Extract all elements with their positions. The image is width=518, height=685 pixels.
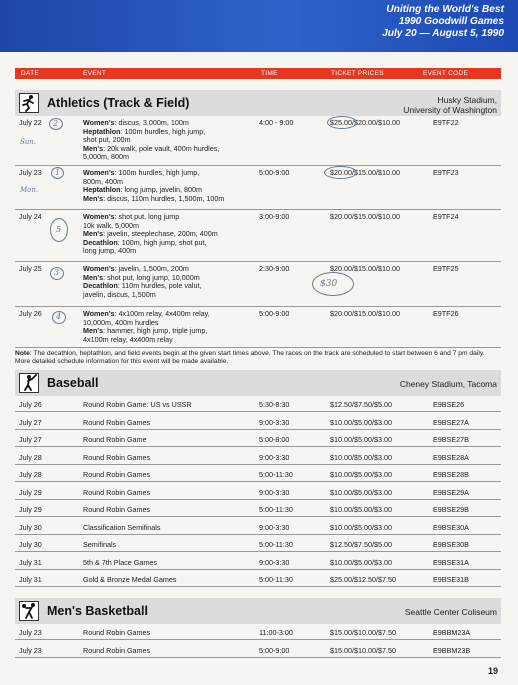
row-event-code: E9TF25 [433,264,459,273]
athletics-note [15,350,501,366]
price-circle-2 [324,166,357,179]
athletics-title: Athletics (Track & Field) [47,96,190,110]
col-code: EVENT CODE [423,70,469,77]
baseball-row [15,430,501,447]
row-prices: $10.00/$5.00/$3.00 [330,557,392,567]
row-date: July 25 [19,264,42,273]
baseball-row [15,500,501,517]
event-text: : 100m hurdles, high jump, [114,168,200,177]
baseball-section-bar [15,370,501,396]
row-events [83,169,258,203]
baseball-row [15,518,501,535]
event-group-label: Heptathlon [83,126,121,136]
row-time: 5:00-9:00 [259,309,290,318]
event-text: : hammer, high jump, triple jump, [103,326,208,336]
row-event-code: E9BSE28B [433,470,469,479]
athletics-row [15,210,501,262]
event-text: : 100m, high jump, shot put, [117,237,207,247]
event-text: 5,000m, 800m [83,152,129,162]
row-event-code: E9BBM23B [433,645,471,655]
col-event: EVENT [83,70,107,77]
row-event: Gold & Bronze Medal Games [83,575,177,584]
row-prices: $15.00/$10.00/$7.50 [330,628,396,637]
basketball-player-icon [19,601,39,621]
athletics-venue-line-2: University of Washington [403,105,497,115]
event-text: 10,000m, 400m hurdles [83,317,159,327]
event-line [83,291,258,300]
row-events [83,119,258,162]
baseball-row [15,483,501,500]
banner-line-1: Uniting the World's Best [386,4,504,15]
event-group-label: Men's [83,193,104,203]
athletics-row [15,307,501,348]
row-date: July 31 [19,557,42,567]
baseball-row [15,570,501,587]
note-label: Note [15,350,30,357]
event-text: : discus, 3,000m, 100m [114,118,189,127]
row-time: 11:00-3:00 [259,628,293,637]
event-text: : 100m hurdles, high jump, [120,126,206,136]
handwritten-sun: Sun. [20,138,37,146]
banner-text [382,4,504,40]
basketball-section-bar [15,598,501,624]
event-group-label: Women's [83,168,115,177]
row-date: July 27 [19,417,42,427]
row-event-code: E9BSE27A [433,417,469,427]
event-line [83,195,258,204]
event-group-label: Men's [83,229,104,239]
row-prices: $20.00/$15.00/$10.00 [330,168,400,177]
row-event-code: E9BSE28A [433,452,469,462]
row-prices: $10.00/$5.00/$3.00 [330,470,392,479]
basketball-row [15,641,501,658]
row-prices: $10.00/$5.00/$3.00 [330,417,392,427]
row-prices: $25.00/$20.00/$10.00 [330,118,400,127]
row-time: 9:00-3:30 [259,417,290,427]
basketball-title: Men's Basketball [47,604,148,618]
row-date: July 30 [19,522,42,532]
athletics-row [15,262,501,307]
event-group-label: Men's [83,326,104,336]
row-event: Round Robin Games [83,505,151,514]
row-event: Semifinals [83,540,117,549]
athletics-venue-line-1: Husky Stadium, [437,95,497,105]
event-text: javelin, discus, 1,500m [83,289,156,299]
row-prices: $12.50/$7.50/$5.00 [330,400,392,409]
row-event-code: E9BSE29B [433,505,469,514]
row-event: Round Robin Games [83,470,151,479]
row-time: 9:00-3:30 [259,557,290,567]
column-header [15,68,501,79]
row-event: Round Robin Games [83,628,151,637]
handwritten-number-4: 3 [54,268,60,277]
event-group-label: Decathlon [83,237,118,247]
row-time: 5:00-11:30 [259,505,293,514]
row-time: 9:00-3:30 [259,487,290,497]
row-event: Round Robin Game: US vs USSR [83,400,192,409]
row-event-code: E9TF24 [433,212,459,221]
baseball-row [15,448,501,465]
banner-line-2: 1990 Goodwill Games [398,16,504,27]
row-event: Round Robin Games [83,487,151,497]
row-prices: $15.00/$10.00/$7.50 [330,645,396,655]
baseball-row [15,395,501,412]
row-prices: $12.50/$7.50/$5.00 [330,540,392,549]
row-events [83,310,258,344]
event-text: : 110m hurdles, pole valut, [117,281,202,291]
row-time: 5:00-8:00 [259,435,290,444]
row-date: July 26 [19,400,42,409]
row-date: July 29 [19,505,42,514]
handwritten-number-3: 5 [56,225,62,234]
baseball-row [15,413,501,430]
row-prices: $10.00/$5.00/$3.00 [330,435,392,444]
row-prices: $20.00/$15.00/$10.00 [330,264,400,273]
baseball-row [15,553,501,570]
page-number: 19 [487,666,498,676]
row-date: July 31 [19,575,42,584]
event-text: : shot put, long jump, 10,000m [103,272,200,282]
row-prices: $10.00/$5.00/$3.00 [330,505,392,514]
basketball-venue: Seattle Center Coliseum [404,607,497,617]
row-event-code: E9BSE29A [433,487,469,497]
row-date: July 29 [19,487,42,497]
col-prices: TICKET PRICES [331,70,384,77]
row-prices: $20.00/$15.00/$10.00 [330,309,400,318]
row-date: July 24 [19,212,42,221]
row-time: 2:30-9:00 [259,264,290,273]
row-time: 3:00-9:00 [259,212,290,221]
row-event-code: E9BSE31B [433,575,469,584]
event-group-label: Women's [83,264,115,273]
event-text: : discus, 110m hurdles, 1,500m, 100m [103,193,225,203]
event-text: : 20k walk, pole vault, 400m hurdles, [103,143,220,153]
row-event-code: E9BSE30B [433,540,469,549]
event-text: long jump, 400m [83,246,137,256]
row-date: July 28 [19,470,42,479]
event-group-label: Men's [83,143,104,153]
basketball-row [15,623,501,640]
handwritten-number-1: 2 [53,119,59,128]
event-group-label: Women's [83,212,115,221]
event-line [83,153,258,162]
batter-icon [19,373,39,393]
event-group-label: Men's [83,272,104,282]
row-date: July 23 [19,645,42,655]
row-date: July 26 [19,309,42,318]
runner-icon [19,93,39,113]
row-date: July 22 [19,118,42,127]
row-events [83,265,258,299]
event-text: : javelin, 1,500m, 200m [114,264,189,273]
row-time: 5:00-9:00 [259,168,290,177]
row-event: Classification Semifinals [83,522,161,532]
row-event-code: E9BSE27B [433,435,469,444]
event-text: 800m, 400m [83,176,123,186]
event-text: : long jump, javelin, 800m [120,185,203,195]
row-prices: $10.00/$5.00/$3.00 [330,487,392,497]
athletics-row [15,166,501,210]
row-date: July 30 [19,540,42,549]
row-event-code: E9TF26 [433,309,459,318]
row-time: 5:30-8:30 [259,400,290,409]
row-event: 5th & 7th Place Games [83,557,157,567]
event-text: 4x100m relay, 4x400m relay [83,334,173,344]
row-time: 5:00-11:30 [259,575,293,584]
price-circle-1 [327,116,357,129]
event-group-label: Heptathlon [83,185,121,195]
row-date: July 28 [19,452,42,462]
row-event: Round Robin Games [83,452,151,462]
baseball-row [15,465,501,482]
row-date: July 27 [19,435,42,444]
athletics-section-bar [15,90,501,116]
row-time: 5:00-11:30 [259,470,293,479]
banner-line-3: July 20 — August 5, 1990 [382,28,504,39]
row-time: 9:00-3:30 [259,452,290,462]
row-events [83,213,258,256]
baseball-venue: Cheney Stadium, Tacoma [399,379,497,389]
row-event: Round Robin Games [83,417,151,427]
row-prices: $25.00/$12.50/$7.50 [330,575,396,584]
event-group-label: Women's [83,309,115,318]
row-event-code: E9BSE30A [433,522,469,532]
event-line [83,247,258,256]
event-group-label: Women's [83,118,115,127]
note-text: : The decathlon, heptathlon, and field events begin at the given start times above. The races on the track are scheduled to start between 6 and 7 pm daily. More detailed schedule information for this event will be made available. [15,350,485,365]
top-banner [0,0,518,52]
row-date: July 23 [19,168,42,177]
row-prices: $10.00/$5.00/$3.00 [330,452,392,462]
baseball-row [15,535,501,552]
event-line [83,336,258,345]
row-event-code: E9TF22 [433,118,459,127]
row-event-code: E9BBM23A [433,628,471,637]
row-event: Round Robin Game [83,435,147,444]
row-event: Round Robin Games [83,645,151,655]
row-prices: $20.00/$15.00/$10.00 [330,212,400,221]
handwritten-number-2: 1 [55,168,61,177]
row-event-code: E9TF23 [433,168,459,177]
row-time: 4:00 - 9:00 [259,118,294,127]
athletics-venue [403,95,497,115]
row-event-code: E9BSE26 [433,400,465,409]
col-time: TIME [261,70,278,77]
col-date: DATE [21,70,40,77]
handwritten-number-5: 4 [56,312,62,321]
row-prices: $10.00/$5.00/$3.00 [330,522,392,532]
event-text: 10k walk, 5,000m [83,220,139,230]
row-date: July 23 [19,628,42,637]
event-text: : javelin, steeplechase, 200m, 400m [103,229,218,239]
baseball-title: Baseball [47,376,99,390]
event-text: : 4x100m relay, 4x400m relay, [114,309,210,318]
event-group-label: Decathlon [83,281,118,291]
row-event-code: E9BSE31A [433,557,469,567]
handwritten-amount: $30 [320,279,338,289]
row-time: 9:00-3:30 [259,522,290,532]
athletics-row [15,116,501,166]
row-time: 5:00-9:00 [259,645,290,655]
event-text: : shot put, long jump [114,212,180,221]
row-time: 5:00-11:30 [259,540,293,549]
event-text: shot put, 200m [83,135,131,145]
handwritten-mon: Mon. [20,186,39,194]
